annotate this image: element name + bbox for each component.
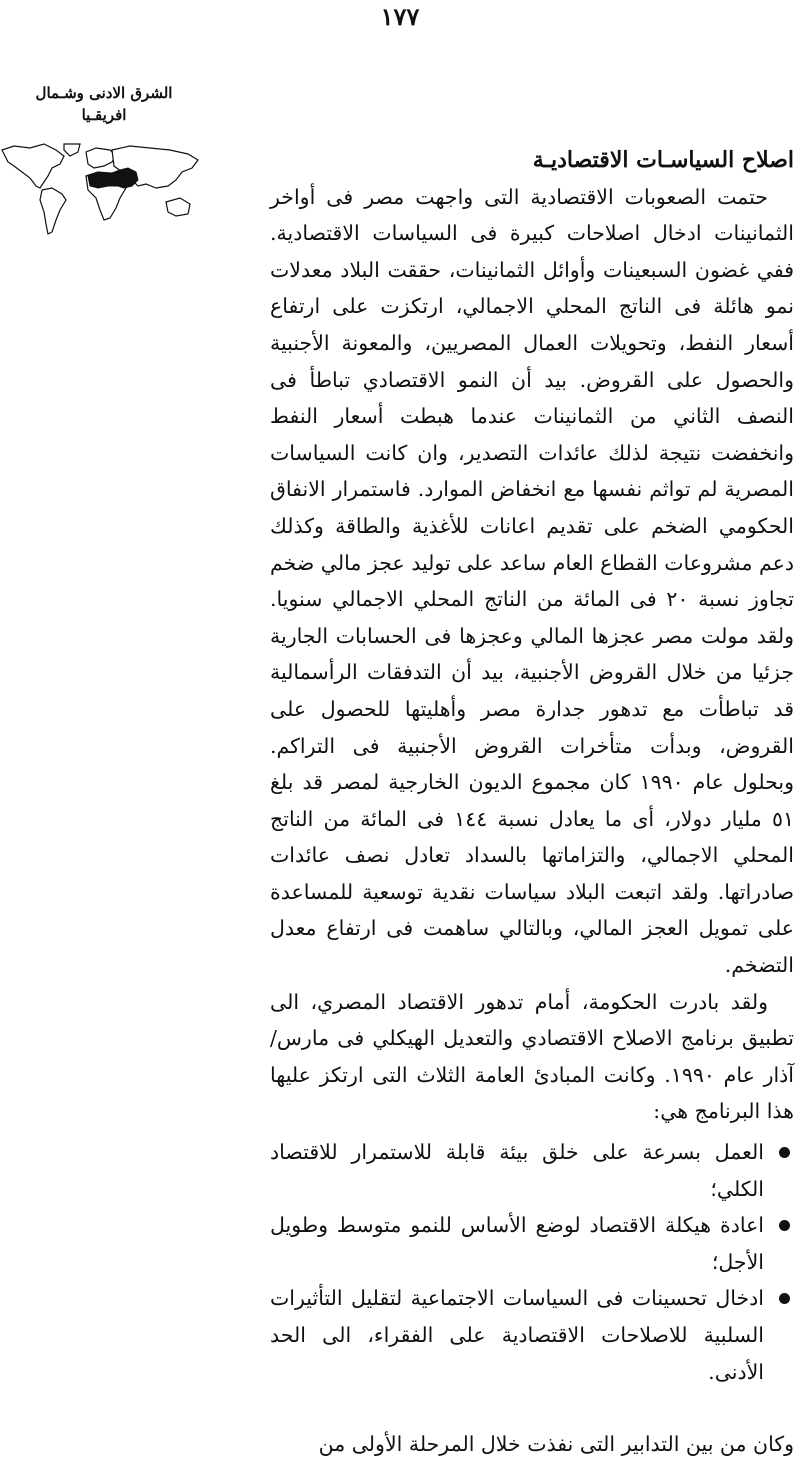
- bullet-icon: [779, 1147, 790, 1158]
- page-number: ١٧٧: [380, 2, 420, 31]
- bullet-icon: [779, 1220, 790, 1231]
- paragraph-1: حتمت الصعوبات الاقتصادية التى واجهت مصر فى أواخر الثمانينات ادخال اصلاحات كبيرة فى السياسات الاقتصادية. ففي غضون السبعينات وأوائل الثمانينات، حققت البلاد معدلات نمو هائلة فى الناتج المحلي الاجمالي، ارتكزت على ارتفاع أسعار النفط، وتحويلات العمال المصريين، والمعونة الأجنبية والحصول على القروض. بيد أن النمو الاقتصادي تباطأ فى النصف الثاني من الثمانينات عندما هبطت أسعار النفط وانخفضت نتيجة لذلك عائدات التصدير، وان كانت السياسات المصرية لم تواثم نفسها مع انخفاض الموارد. فاستمرار الانفاق الحكومي الضخم على تقديم اعانات للأغذية والطاقة وكذلك دعم مشروعات القطاع العام ساعد على توليد عجز مالي ضخم تجاوز نسبة ٢٠ فى المائة من الناتج المحلي الاجمالي سنويا. ولقد مولت مصر عجزها المالي وعجزها فى الحسابات الجارية جزئيا من خلال القروض الأجنبية، بيد أن التدفقات الرأسمالية قد تباطأت مع تدهور جدارة مصر وأهليتها للحصول على القروض، وبدأت متأخرات القروض الأجنبية فى التراكم. وبحلول عام ١٩٩٠ كان مجموع الديون الخارجية لمصر قد بلغ ٥١ مليار دولار، أى ما يعادل نسبة ١٤٤ فى المائة من الناتج المحلي الاجمالي، والتزاماتها بالسداد تعادل نصف عائدات صادراتها. ولقد اتبعت البلاد سياسات نقدية توسعية للمساعدة على تمويل العجز المالي، وبالتالي ساهمت فى ارتفاع معدل التضخم.: [270, 184, 795, 978]
- margin-note-line1: الشرق الادنى وشـمال: [35, 84, 173, 102]
- list-item: [270, 1134, 794, 1207]
- world-map-icon: [0, 142, 200, 237]
- list-item: [270, 1280, 794, 1390]
- list-item-text: اعادة هيكلة الاقتصاد لوضع الأساس للنمو متوسط وطويل الأجل؛: [270, 1213, 764, 1274]
- paragraph-2: ولقد بادرت الحكومة، أمام تدهور الاقتصاد المصري، الى تطبيق برنامج الاصلاح الاقتصادي والتعديل الهيكلي فى مارس/آذار عام ١٩٩٠. وكانت المبادئ العامة الثلاث التى ارتكز عليها هذا البرنامج هي:: [270, 989, 794, 1124]
- map-greenland: [64, 144, 80, 156]
- map-europe: [86, 148, 116, 168]
- map-australia: [166, 198, 190, 216]
- map-south-america: [40, 188, 66, 234]
- margin-note-line2: افريقـيا: [81, 106, 127, 124]
- map-north-america: [2, 144, 64, 188]
- bullet-icon: [779, 1293, 790, 1304]
- article-body: [270, 142, 794, 1463]
- map-highlight-mena: [88, 168, 138, 188]
- list-item-text: العمل بسرعة على خلق بيئة قابلة للاستمرار للاقتصاد الكلي؛: [270, 1140, 764, 1201]
- principles-list: [270, 1134, 794, 1390]
- list-item-text: ادخال تحسينات فى السياسات الاجتماعية لتقليل التأثيرات السلبية للاصلاحات الاقتصادية على الفقراء، الى الحد الأدنى.: [270, 1286, 764, 1384]
- paragraph-3: وكان من بين التدابير التى نفذت خلال المرحلة الأولى من: [318, 1432, 794, 1457]
- section-heading: اصلاح السياسـات الاقتصاديـة: [532, 147, 794, 173]
- margin-note: [8, 82, 200, 126]
- list-item: [270, 1207, 794, 1280]
